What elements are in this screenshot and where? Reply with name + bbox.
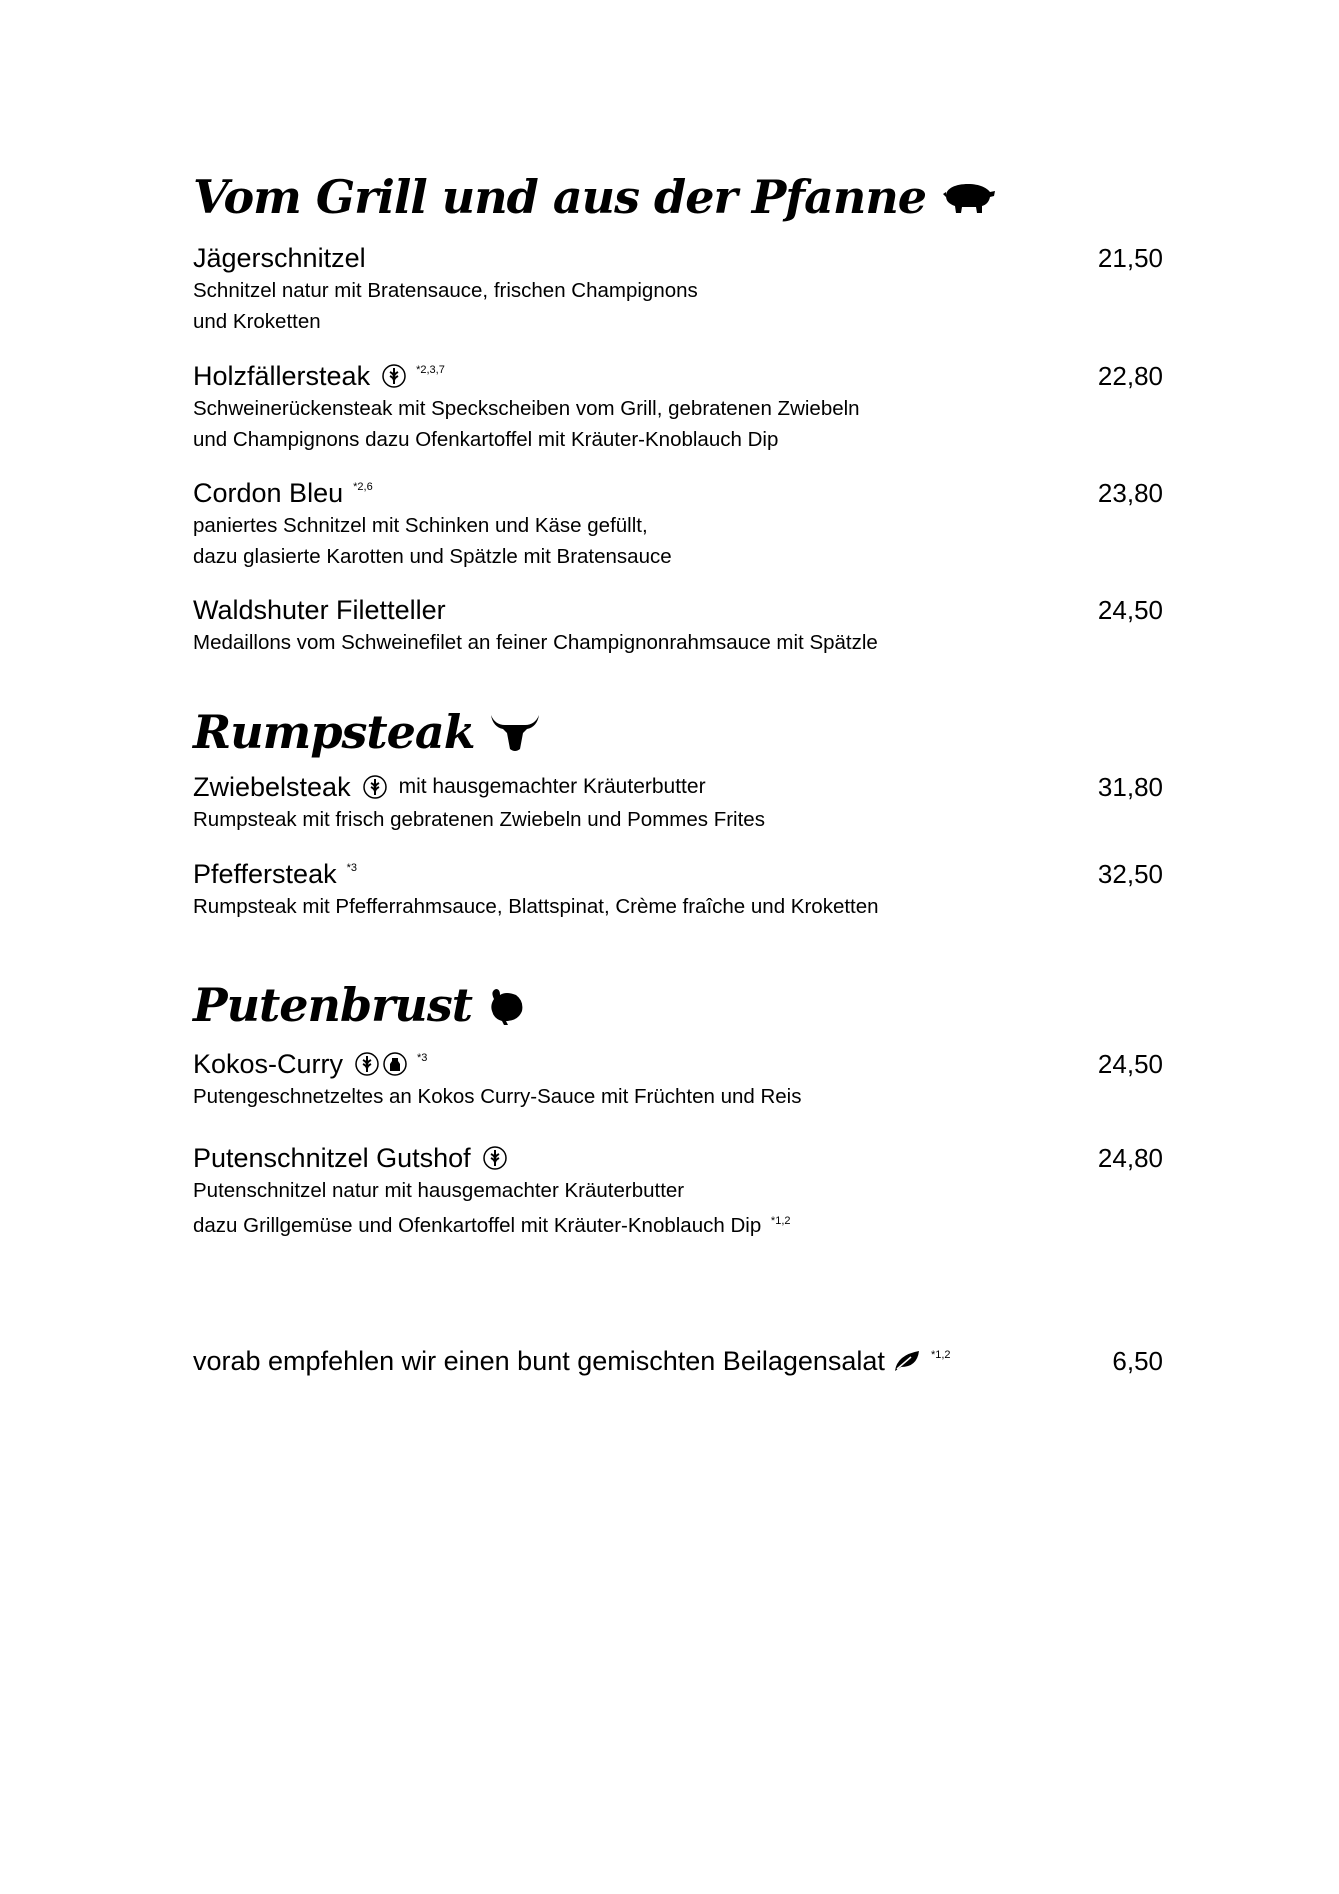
menu-item (193, 770, 1163, 835)
item-price: 22,80 (1097, 361, 1163, 391)
milk-icon (383, 1052, 407, 1076)
menu-item (193, 857, 1163, 922)
item-price: 32,50 (1097, 859, 1163, 889)
item-description: Rumpsteak mit Pfefferrahmsauce, Blattspinat, Crème fraîche und Kroketten (193, 895, 879, 918)
item-description: Medaillons vom Schweinefilet an feiner Champignonrahmsauce mit Spätzle (193, 631, 878, 654)
item-description (193, 1206, 1163, 1241)
item-price: 31,80 (1097, 772, 1163, 802)
item-name: Cordon Bleu (193, 478, 344, 508)
allergen-codes: *3 (417, 1052, 428, 1064)
item-name: Waldshuter Filetteller (193, 595, 446, 625)
item-name: Kokos-Curry (193, 1049, 344, 1079)
item-price: 24,50 (1097, 595, 1163, 625)
item-description: und Kroketten (193, 310, 321, 333)
item-description-text: dazu Grillgemüse und Ofenkartoffel mit Kräuter-Knoblauch Dip (193, 1213, 762, 1237)
side-salad-recommendation (193, 1344, 1163, 1378)
item-price: 23,80 (1097, 478, 1163, 508)
allergen-codes: *3 (346, 862, 357, 874)
item-name: Zwiebelsteak (193, 772, 351, 802)
menu-item (193, 359, 1163, 455)
item-description: Putenschnitzel natur mit hausgemachter Kräuterbutter (193, 1179, 685, 1202)
item-description: Schnitzel natur mit Bratensauce, frischen Champignons (193, 279, 698, 302)
section-title-text: Vom Grill und aus der Pfanne (193, 170, 927, 224)
footer-price: 6,50 (1112, 1346, 1163, 1376)
item-price: 24,80 (1097, 1143, 1163, 1173)
bull-icon (489, 711, 541, 753)
section-title-rumpsteak (193, 705, 541, 759)
grain-icon (382, 364, 406, 388)
allergen-codes: *2,3,7 (416, 364, 445, 376)
section-title-text: Rumpsteak (193, 705, 475, 759)
item-name: Pfeffersteak (193, 859, 337, 889)
leaf-icon (893, 1349, 921, 1373)
item-price: 21,50 (1097, 243, 1163, 273)
pig-icon (940, 180, 996, 214)
turkey-icon (486, 985, 526, 1025)
allergen-codes: *1,2 (930, 1349, 951, 1361)
item-description: und Champignons dazu Ofenkartoffel mit Kräuter-Knoblauch Dip (193, 428, 779, 451)
allergen-codes: *1,2 (770, 1215, 791, 1227)
section-title-putenbrust (193, 978, 526, 1032)
section-title-text: Putenbrust (193, 978, 472, 1032)
footer-text: vorab empfehlen wir einen bunt gemischten Beilagensalat (193, 1345, 885, 1376)
item-name: Putenschnitzel Gutshof (193, 1143, 471, 1173)
grain-icon (363, 775, 387, 799)
item-description: dazu glasierte Karotten und Spätzle mit Bratensauce (193, 545, 672, 568)
item-description: Putengeschnetzeltes an Kokos Curry-Sauce mit Früchten und Reis (193, 1085, 802, 1108)
menu-item (193, 1047, 1163, 1112)
item-name: Jägerschnitzel (193, 243, 366, 273)
item-description: paniertes Schnitzel mit Schinken und Käse gefüllt, (193, 514, 648, 537)
menu-item (193, 476, 1163, 572)
item-description: Schweinerückensteak mit Speckscheiben vom Grill, gebratenen Zwiebeln (193, 397, 860, 420)
grain-icon (483, 1146, 507, 1170)
grain-icon (355, 1052, 379, 1076)
item-name-extra: mit hausgemachter Kräuterbutter (398, 775, 706, 798)
item-name: Holzfällersteak (193, 361, 371, 391)
allergen-codes: *2,6 (353, 481, 373, 493)
menu-item (193, 1141, 1163, 1241)
menu-item (193, 241, 1163, 337)
item-description: Rumpsteak mit frisch gebratenen Zwiebeln und Pommes Frites (193, 808, 765, 831)
menu-item (193, 593, 1163, 658)
item-price: 24,50 (1097, 1049, 1163, 1079)
section-title-grill (193, 170, 996, 224)
